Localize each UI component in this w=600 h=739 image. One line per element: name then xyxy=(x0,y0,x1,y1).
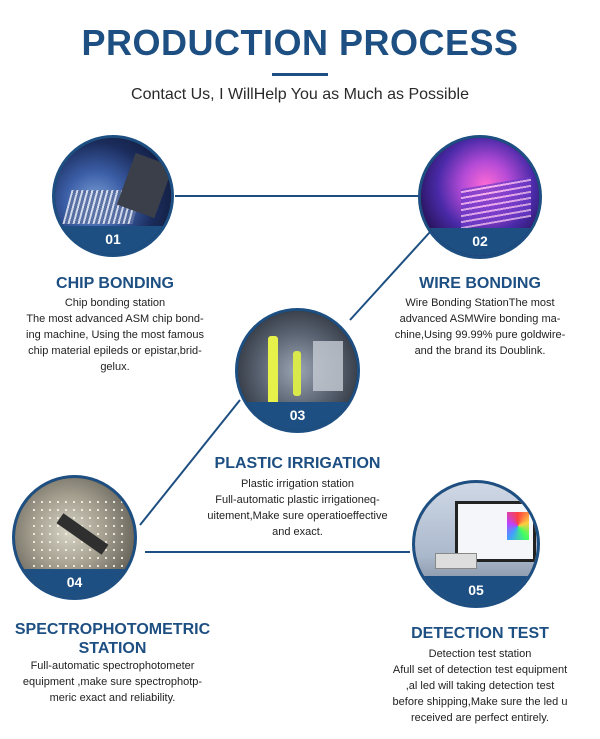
step-04-line-2: equipment ,make sure spectrophotp- xyxy=(22,676,203,688)
step-03-image xyxy=(235,308,360,433)
step-05-line-1: Detection test station xyxy=(428,648,532,660)
step-02-number: 02 xyxy=(421,228,539,256)
step-01-line-3: ing machine, Using the most famous xyxy=(26,329,204,341)
step-03-line-2: Full-automatic plastic irrigationeq- xyxy=(215,494,380,506)
step-05-description xyxy=(385,646,575,726)
step-02-line-1: Wire Bonding StationThe most xyxy=(405,297,555,309)
step-01-title: CHIP BONDING xyxy=(56,275,174,292)
step-02-line-4: and the brand its Doublink. xyxy=(414,345,546,357)
step-04-description xyxy=(10,658,215,706)
step-03-line-1: Plastic irrigation station xyxy=(240,478,355,490)
step-01-image xyxy=(52,135,174,257)
step-03-line-3: uitement,Make sure operatioeffective xyxy=(207,510,388,522)
step-05-line-3: ,al led will taking detection test xyxy=(405,680,555,692)
step-01-line-1: Chip bonding station xyxy=(64,297,166,309)
step-01-line-2: The most advanced ASM chip bond- xyxy=(26,313,204,325)
step-03-title: PLASTIC IRRIGATION xyxy=(214,455,381,472)
step-03-description xyxy=(200,476,395,540)
step-02-line-2: advanced ASMWire bonding ma- xyxy=(399,313,561,325)
step-01-description xyxy=(10,295,220,375)
step-05-line-5: received are perfect entirely. xyxy=(411,712,549,724)
step-01-line-5: gelux. xyxy=(100,361,130,373)
step-04-line-1: Full-automatic spectrophotometer xyxy=(30,660,195,672)
step-04-title-line-1: SPECTROPHOTOMETRIC xyxy=(14,621,211,638)
step-05-line-4: before shipping,Make sure the led u xyxy=(392,696,568,708)
step-05-number: 05 xyxy=(415,576,537,605)
step-04-line-3: meric exact and reliability. xyxy=(49,692,176,704)
step-02-description xyxy=(385,295,575,359)
step-02-line-3: chine,Using 99.99% pure goldwire- xyxy=(394,329,566,341)
step-01-line-4: chip material epileds or epistar,brid- xyxy=(28,345,202,357)
step-04-image xyxy=(12,475,137,600)
step-05-title: DETECTION TEST xyxy=(411,625,549,642)
page-title: PRODUCTION PROCESS xyxy=(81,22,519,63)
step-04-title-line-2: STATION xyxy=(78,640,147,657)
step-04-title xyxy=(0,620,225,658)
step-01-number: 01 xyxy=(55,226,171,254)
step-02-image xyxy=(418,135,542,259)
page-subtitle: Contact Us, I WillHelp You as Much as Possible xyxy=(131,86,469,103)
step-02-title: WIRE BONDING xyxy=(419,275,541,292)
step-05-image xyxy=(412,480,540,608)
step-04-number: 04 xyxy=(15,569,134,597)
step-05-line-2: Afull set of detection test equipment xyxy=(392,664,568,676)
step-03-line-4: and exact. xyxy=(272,526,323,538)
step-03-number: 03 xyxy=(238,402,357,430)
